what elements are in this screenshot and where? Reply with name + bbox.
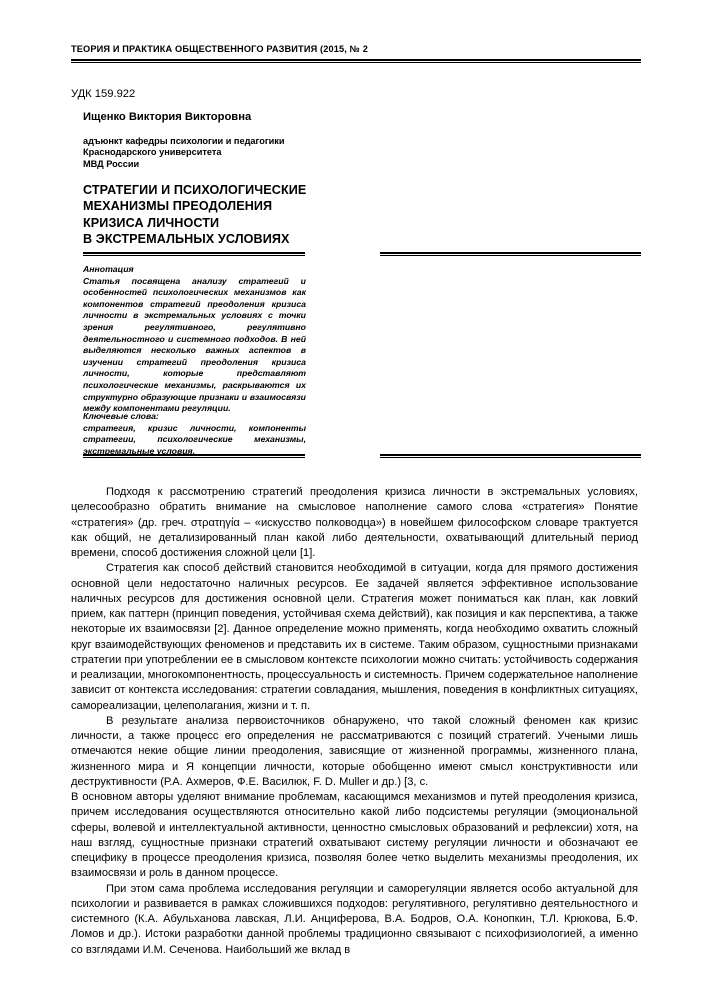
title-line-1: СТРАТЕГИИ И ПСИХОЛОГИЧЕСКИЕ xyxy=(83,183,307,197)
running-head xyxy=(71,44,641,63)
keywords-text: стратегия, кризис личности, компоненты стратегии, психологические механизмы, экстремальные условия. xyxy=(83,422,306,456)
running-head-text: ТЕОРИЯ И ПРАКТИКА ОБЩЕСТВЕННОГО РАЗВИТИЯ (2015, № 2 xyxy=(71,44,369,54)
udc-code: УДК 159.922 xyxy=(71,88,136,100)
body-paragraph: В результате анализа первоисточников обнаружено, что такой сложный феномен как кризис личности, а также процесс его определения не рассматриваются с позиций стратегий. Учеными лишь отмечаются некие общие линии преодоления, зависящие от жизненной программы, жизненного плана, жизненного мира и Я концепции личности, которые обобщенно имеют смысл конструктивности или деструктивности (Р.А. Ахмеров, Ф.Е. Василюк, F. D. Muller и др.) [3, с. xyxy=(71,714,638,788)
body-paragraph: В основном авторы уделяют внимание проблемам, касающимся механизмов и путей преодоления кризиса, причем исследования осуществляются относительно какой либо подсистемы регуляции (эмоциональной сферы, волевой и интеллектуальной активности, ценностно смысловых образований и рефлексии) хотя, на наш взгляд, сущностные признаки стратегий охватывают систему регуляции личности и обозначают ее специфику в процессе преодоления кризиса, позволяя более четко выделить механизмы преодоления, их взаимосвязи и роль в данном процессе. xyxy=(71,791,638,880)
abstract-rule-top-left xyxy=(83,252,305,256)
page-title xyxy=(83,182,503,248)
abstract-rule-top-right xyxy=(380,252,641,256)
abstract-text: Статья посвящена анализу стратегий и особенностей психологических механизмов как компонентов стратегий преодоления кризиса личности в экстремальных условиях с точки зрения регулятивного, регулятивно деятельностного и системного подходов. В ней выделяются несколько важных аспектов в изучении стратегий преодоления кризиса личности, которые представляют психологические механизмы, раскрываются их структурно образующие признаки и взаимосвязи между компонентами регуляции. xyxy=(83,275,306,414)
body-paragraph: Стратегия как способ действий становится необходимой в ситуации, когда для прямого достижения основной цели недостаточно наличных ресурсов. Ее задачей является эффективное использование наличных ресурсов для достижения основной цели. Стратегия может пониматься как план, как ловкий прием, как паттерн (принцип поведения, устойчивая схема действий), как позиция и как перспектива, а также некоторые их взаимосвязи [2]. Данное определение можно применять, когда необходимо охватить сложный круг взаимодействующих феноменов и представить их в системе. Таким образом, сущностными признаками стратегии при употреблении ее в смысловом контексте психологии можно считать: устойчивость содержания и реализации, многокомпонентность, процессуальность и системность. Причем содержательное наполнение зависит от контекста исследования: стратегии совладания, мышления, поведения в конфликтных ситуациях, самореализации, целеполагания, жизни и т. п. xyxy=(71,562,638,712)
title-line-4: В ЭКСТРЕМАЛЬНЫХ УСЛОВИЯХ xyxy=(83,232,290,247)
author-affiliation xyxy=(83,136,503,170)
running-head-rule xyxy=(71,59,641,63)
affiliation-line-3: МВД России xyxy=(83,158,140,169)
abstract-block xyxy=(83,264,306,415)
title-line-3: КРИЗИСА ЛИЧНОСТИ xyxy=(83,215,220,230)
author-block xyxy=(83,110,503,170)
author-name: Ищенко Виктория Викторовна xyxy=(83,111,252,123)
keywords-label: Ключевые слова: xyxy=(83,411,159,421)
title-line-2: МЕХАНИЗМЫ ПРЕОДОЛЕНИЯ xyxy=(83,199,273,214)
body-text xyxy=(71,485,638,958)
abstract-label: Аннотация xyxy=(83,264,134,274)
affiliation-line-2: Краснодарского университета xyxy=(83,147,222,158)
affiliation-line-1: адъюнкт кафедры психологии и педагогики xyxy=(83,136,285,146)
keywords-block xyxy=(83,411,306,457)
body-paragraph: При этом сама проблема исследования регуляции и саморегуляции является особо актуальной для психологии и развивается в рамках сложившихся подходов: регулятивного, регулятивно деятельностного и системного (К.А. Абульханова лавская, Л.И. Анциферова, В.А. Бодров, О.А. Конопкин, Т.Л. Крюкова, Б.Ф. Ломов и др.). Истоки разработки данной проблемы традиционно связывают с психофизиологией, а именно со взглядами И.М. Сеченова. Наибольший же вклад в xyxy=(71,882,638,956)
abstract-rule-bottom-right xyxy=(380,454,641,458)
body-paragraph: Подходя к рассмотрению стратегий преодоления кризиса личности в экстремальных условиях, целесообразно обратить внимание на смысловое наполнение самого слова «стратегия» Понятие «стратегия» (др. греч. στρατηγία – «искусство полководца») в новейшем философском словаре трактуется как общий, не детализированный план какой либо деятельности, охватывающий длительный период времени, способ достижения сложной цели [1]. xyxy=(71,486,638,559)
